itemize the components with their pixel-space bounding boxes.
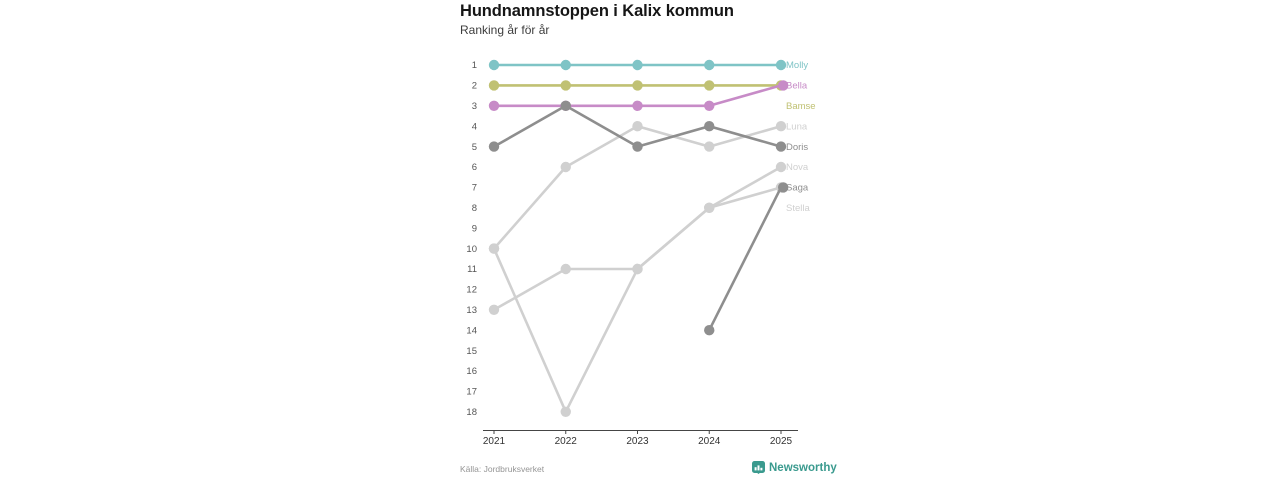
y-tick-label: 9 — [471, 223, 477, 235]
y-tick-label: 6 — [471, 162, 477, 174]
series-label-saga: Saga — [786, 182, 809, 194]
data-point — [561, 407, 571, 417]
series-stella — [489, 182, 786, 417]
brand-name: Newsworthy — [769, 461, 837, 474]
x-tick-label: 2023 — [626, 436, 649, 447]
data-point — [632, 60, 642, 70]
y-tick-label: 17 — [466, 386, 477, 398]
series-label-bella: Bella — [786, 80, 808, 92]
series-luna — [489, 121, 786, 254]
data-point — [632, 80, 642, 90]
x-tick-label: 2024 — [698, 436, 721, 447]
data-point — [489, 141, 499, 151]
data-point — [704, 101, 714, 111]
chart-subtitle: Ranking år för år — [460, 23, 550, 37]
y-tick-label: 18 — [466, 407, 477, 418]
series-label-molly: Molly — [786, 60, 809, 72]
data-point — [632, 101, 642, 111]
y-tick-label: 2 — [471, 80, 477, 92]
series-molly — [489, 60, 786, 70]
chart-title: Hundnamnstoppen i Kalix kommun — [460, 2, 734, 20]
series-bamse — [489, 80, 786, 90]
x-tick-label: 2022 — [554, 436, 577, 447]
data-point — [776, 121, 786, 131]
y-tick-label: 7 — [471, 182, 477, 194]
data-point — [489, 243, 499, 253]
x-tick-label: 2025 — [769, 436, 793, 447]
y-tick-label: 11 — [467, 264, 477, 276]
data-point — [489, 60, 499, 70]
data-point — [704, 121, 714, 131]
data-point — [632, 264, 642, 274]
series-label-luna: Luna — [786, 121, 808, 133]
data-point — [561, 80, 571, 90]
series-line — [709, 187, 781, 330]
data-point — [776, 141, 786, 151]
series-label-stella: Stella — [786, 203, 810, 214]
y-tick-label: 3 — [471, 101, 477, 112]
source-note: Källa: Jordbruksverket — [460, 464, 545, 474]
data-point — [704, 80, 714, 90]
data-point — [561, 264, 571, 274]
data-point — [632, 121, 642, 131]
data-point — [489, 305, 499, 315]
data-point — [489, 80, 499, 90]
y-tick-label: 14 — [466, 325, 477, 337]
data-point — [776, 60, 786, 70]
y-tick-label: 16 — [466, 366, 477, 378]
data-point — [561, 101, 571, 111]
y-tick-label: 15 — [466, 345, 477, 357]
y-tick-label: 8 — [471, 203, 477, 214]
data-point — [561, 60, 571, 70]
data-point — [704, 203, 714, 213]
y-tick-label: 12 — [466, 284, 477, 296]
y-tick-label: 10 — [466, 243, 477, 255]
y-tick-label: 13 — [466, 305, 477, 316]
series-label-bamse: Bamse — [786, 101, 816, 112]
y-tick-label: 5 — [471, 141, 477, 153]
series-label-nova: Nova — [786, 162, 809, 174]
series-nova — [489, 162, 786, 315]
data-point — [489, 101, 499, 111]
data-point — [632, 141, 642, 151]
y-tick-label: 1 — [471, 60, 477, 72]
newsworthy-brand-link[interactable] — [752, 461, 837, 474]
data-point — [704, 141, 714, 151]
y-tick-label: 4 — [471, 121, 477, 133]
data-point — [561, 162, 571, 172]
series-label-doris: Doris — [786, 141, 809, 153]
newsworthy-logo-icon — [752, 461, 765, 474]
data-point — [776, 162, 786, 172]
series-line — [494, 187, 781, 411]
x-tick-label: 2021 — [482, 436, 506, 447]
series-line — [494, 167, 781, 310]
data-point — [704, 60, 714, 70]
data-point — [704, 325, 714, 335]
